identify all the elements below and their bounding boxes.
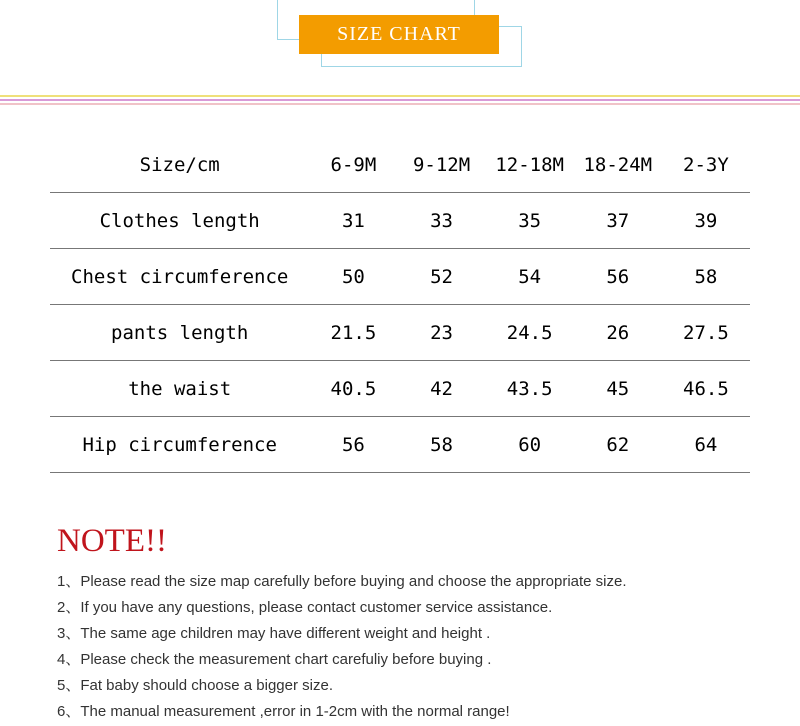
table-row [50, 361, 750, 417]
table-cell: 58 [397, 417, 485, 473]
table-cell: 60 [486, 417, 574, 473]
table-cell: 24.5 [486, 305, 574, 361]
table-cell: 21.5 [309, 305, 397, 361]
table-cell: 45 [574, 361, 662, 417]
column-header: 6-9M [309, 137, 397, 193]
column-header: 9-12M [397, 137, 485, 193]
table-row [50, 193, 750, 249]
divider-stripe-yellow [0, 95, 800, 97]
table-row [50, 249, 750, 305]
table-cell: 54 [486, 249, 574, 305]
column-header: 2-3Y [662, 137, 750, 193]
table-cell: 37 [574, 193, 662, 249]
table-cell: 39 [662, 193, 750, 249]
size-chart-banner [299, 15, 499, 54]
table-cell: 31 [309, 193, 397, 249]
table-row [50, 305, 750, 361]
column-header: 18-24M [574, 137, 662, 193]
column-header: 12-18M [486, 137, 574, 193]
table-cell: 42 [397, 361, 485, 417]
row-label: the waist [50, 361, 309, 417]
note-list [57, 570, 627, 726]
table-cell: 43.5 [486, 361, 574, 417]
table-cell: 56 [574, 249, 662, 305]
row-label: Chest circumference [50, 249, 309, 305]
note-item: 5、Fat baby should choose a bigger size. [57, 677, 333, 694]
note-item: 3、The same age children may have different weight and height . [57, 625, 491, 642]
table-cell: 58 [662, 249, 750, 305]
divider-stripe-purple [0, 99, 800, 101]
note-item: 2、If you have any questions, please contact customer service assistance. [57, 599, 553, 616]
row-label: Clothes length [50, 193, 309, 249]
divider-stripe-pink [0, 103, 800, 105]
table-header-row [50, 137, 750, 193]
table-cell: 35 [486, 193, 574, 249]
table-cell: 27.5 [662, 305, 750, 361]
table-cell: 50 [309, 249, 397, 305]
note-item: 4、Please check the measurement chart carefuliy before buying . [57, 651, 492, 668]
table-cell: 64 [662, 417, 750, 473]
row-label: pants length [50, 305, 309, 361]
size-chart-title: SIZE CHART [337, 23, 461, 45]
table-cell: 26 [574, 305, 662, 361]
size-table [50, 137, 750, 473]
column-header: Size/cm [50, 137, 309, 193]
note-item: 1、Please read the size map carefully before buying and choose the appropriate size. [57, 573, 627, 590]
table-cell: 52 [397, 249, 485, 305]
table-cell: 62 [574, 417, 662, 473]
table-cell: 46.5 [662, 361, 750, 417]
note-title: NOTE!! [57, 523, 167, 559]
table-cell: 40.5 [309, 361, 397, 417]
row-label: Hip circumference [50, 417, 309, 473]
table-row [50, 417, 750, 473]
note-item: 6、The manual measurement ,error in 1-2cm with the normal range! [57, 703, 510, 720]
table-cell: 56 [309, 417, 397, 473]
table-cell: 23 [397, 305, 485, 361]
table-cell: 33 [397, 193, 485, 249]
